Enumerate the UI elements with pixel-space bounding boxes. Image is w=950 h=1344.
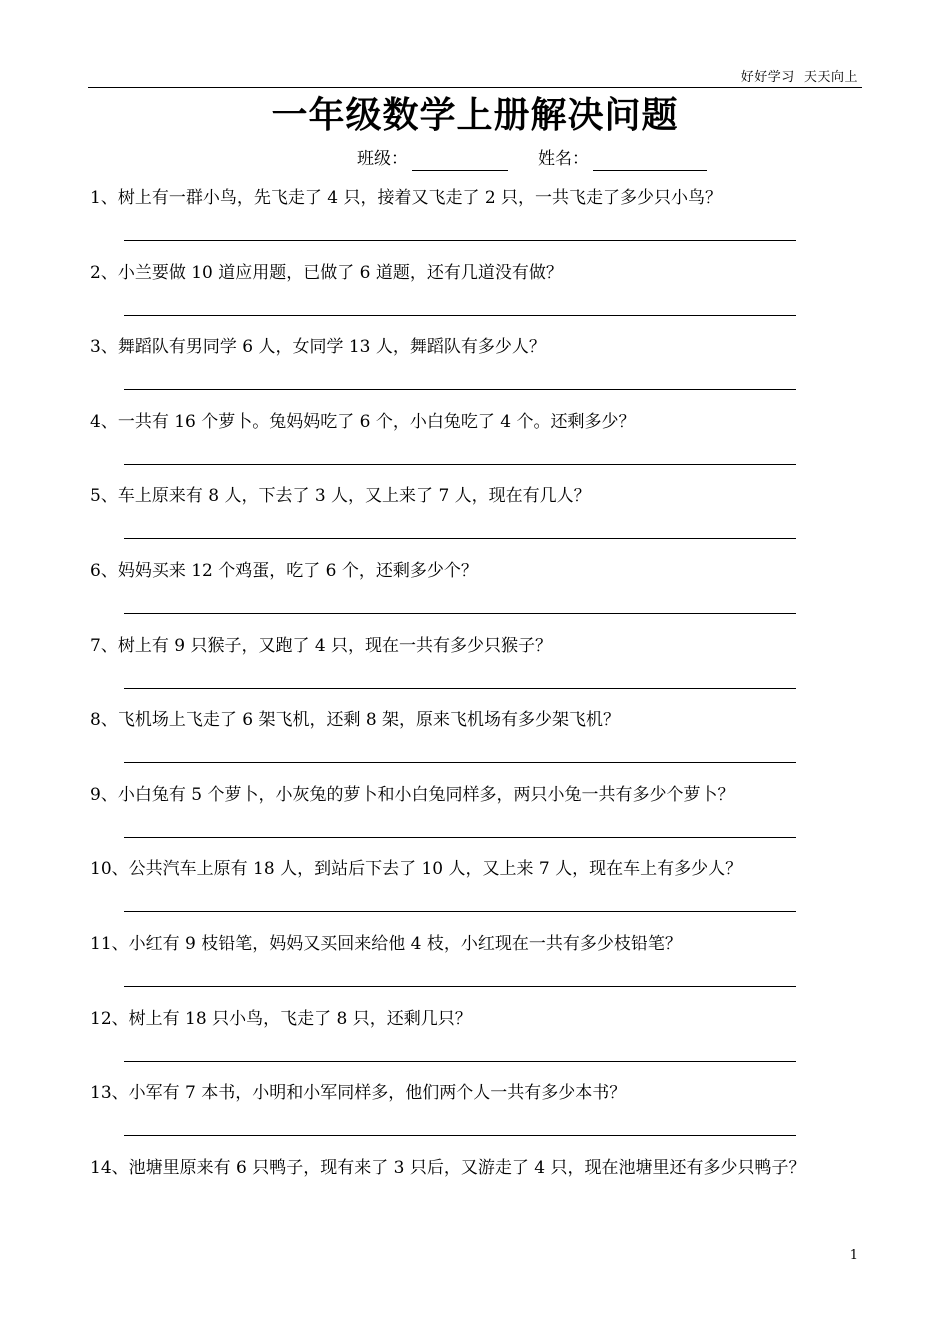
question-item [90,482,850,557]
question-list [90,184,850,1224]
answer-line[interactable] [124,240,796,241]
name-label: 姓名： [538,149,589,169]
answer-line[interactable] [124,464,796,465]
question-item [90,1005,850,1080]
question-text: 12、树上有 18 只小鸟，飞走了 8 只，还剩几只？ [90,1008,472,1029]
page-title: 一年级数学上册解决问题 [271,95,679,136]
question-text: 2、小兰要做 10 道应用题，已做了 6 道题，还有几道没有做？ [90,262,563,283]
answer-line[interactable] [124,315,796,316]
answer-line[interactable] [124,837,796,838]
question-text: 6、妈妈买来 12 个鸡蛋，吃了 6 个，还剩多少个？ [90,560,478,581]
answer-line[interactable] [124,613,796,614]
question-item [90,184,850,259]
question-text: 11、小红有 9 枝铅笔，妈妈又买回来给他 4 枝，小红现在一共有多少枝铅笔？ [90,933,682,954]
header-divider [88,87,862,88]
answer-line[interactable] [124,911,796,912]
question-item [90,1150,850,1225]
question-text: 1、树上有一群小鸟，先飞走了 4 只，接着又飞走了 2 只，一共飞走了多少只小鸟？ [90,188,723,208]
answer-line[interactable] [124,1061,796,1062]
question-text: 14、池塘里原来有 6 只鸭子，现有来了 3 只后，又游走了 4 只，现在池塘里还有多少只鸭子？ [90,1157,806,1178]
class-label: 班级： [357,149,408,169]
question-item [90,930,850,1005]
question-item [90,1079,850,1154]
question-item [90,333,850,408]
question-item [90,855,850,930]
question-text: 10、公共汽车上原有 18 人，到站后下去了 10 人，又上来 7 人，现在车上有多少人？ [90,859,743,880]
question-item [90,781,850,856]
question-item [90,706,850,781]
question-text: 9、小白兔有 5 个萝卜，小灰兔的萝卜和小白兔同样多，两只小兔一共有多少个萝卜？ [90,784,735,805]
question-text: 3、舞蹈队有男同学 6 人，女同学 13 人，舞蹈队有多少人？ [90,337,546,358]
answer-line[interactable] [124,762,796,763]
question-text: 7、树上有 9 只猴子，又跑了 4 只，现在一共有多少只猴子？ [90,635,553,656]
question-text: 13、小军有 7 本书，小明和小军同样多，他们两个人一共有多少本书？ [90,1083,627,1104]
header-motto: 好好学习 天天向上 [740,70,858,85]
answer-line[interactable] [124,688,796,689]
page-number: 1 [849,1248,858,1263]
question-text: 5、车上原来有 8 人，下去了 3 人，又上来了 7 人，现在有几人？ [90,486,591,507]
name-blank-field[interactable] [593,152,707,171]
answer-line[interactable] [124,538,796,539]
answer-line[interactable] [124,986,796,987]
answer-line[interactable] [124,389,796,390]
student-info-row [357,147,707,171]
question-text: 4、一共有 16 个萝卜。兔妈妈吃了 6 个，小白兔吃了 4 个。还剩多少？ [90,411,636,432]
answer-line[interactable] [124,1135,796,1136]
question-item [90,632,850,707]
question-text: 8、飞机场上飞走了 6 架飞机，还剩 8 架，原来飞机场有多少架飞机？ [90,710,621,731]
question-item [90,259,850,334]
question-item [90,557,850,632]
class-blank-field[interactable] [412,152,508,171]
question-item [90,408,850,483]
